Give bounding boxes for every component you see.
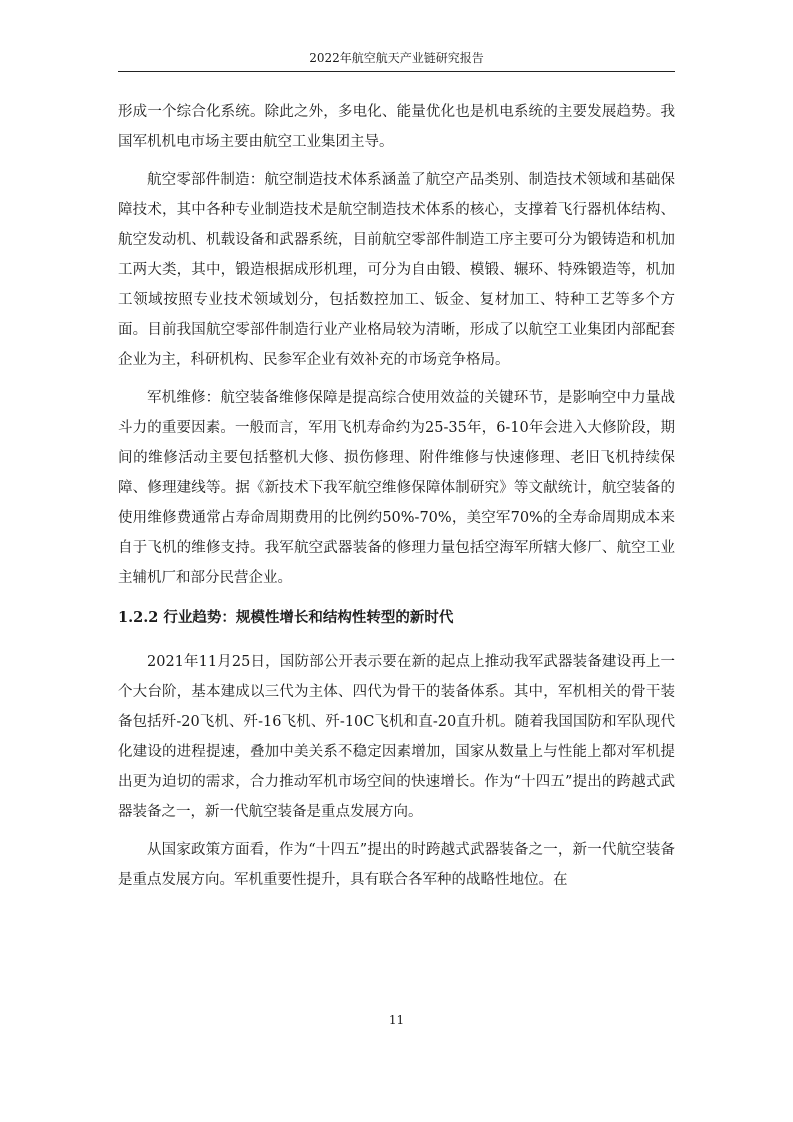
section-heading-industry-trend: 1.2.2 行业趋势：规模性增长和结构性转型的新时代 <box>118 609 454 626</box>
page-header-title: 2022年航空航天产业链研究报告 <box>309 51 484 65</box>
document-body <box>118 97 675 903</box>
paragraph-continuation: 形成一个综合化系统。除此之外，多电化、能量优化也是机电系统的主要发展趋势。我国军机机电市场主要由航空工业集团主导。 <box>118 104 675 150</box>
paragraph-defense-announcement: 2021年11月25日，国防部公开表示要在新的起点上推动我军武器装备建设再上一个大台阶，基本建成以三代为主体、四代为骨干的装备体系。其中，军机相关的骨干装备包括歼-20飞机、歼-16飞机、歼-10C飞机和直-20直升机。随着我国国防和军队现代化建设的进程提速，叠加中美关系不稳定因素增加，国家从数量上与性能上都对军机提出更为迫切的需求，合力推动军机市场空间的快速增长。作为“十四五”提出的跨越式武器装备之一，新一代航空装备是重点发展方向。 <box>118 654 675 820</box>
header-divider <box>118 71 675 72</box>
paragraph-national-policy: 从国家政策方面看，作为“十四五”提出的时跨越式武器装备之一，新一代航空装备是重点发展方向。军机重要性提升，具有联合各军种的战略性地位。在 <box>118 842 675 888</box>
paragraph-aviation-parts-manufacturing: 航空零部件制造：航空制造技术体系涵盖了航空产品类别、制造技术领域和基础保障技术，其中各种专业制造技术是航空制造技术体系的核心，支撑着飞行器机体结构、航空发动机、机载设备和武器系统，目前航空零部件制造工序主要可分为锻铸造和机加工两大类，其中，锻造根据成形机理，可分为自由锻、模锻、辗环、特殊锻造等，机加工领域按照专业技术领域划分，包括数控加工、钣金、复材加工、特种工艺等多个方面。目前我国航空零部件制造行业产业格局较为清晰，形成了以航空工业集团内部配套企业为主，科研机构、民参军企业有效补充的市场竞争格局。 <box>118 172 675 368</box>
paragraph-military-aircraft-maintenance: 军机维修：航空装备维修保障是提高综合使用效益的关键环节，是影响空中力量战斗力的重要因素。一般而言，军用飞机寿命约为25-35年，6-10年会进入大修阶段，期间的维修活动主要包括整机大修、损伤修理、附件维修与快速修理、老旧飞机持续保障、修理建线等。据《新技术下我军航空维修保障体制研究》等文献统计，航空装备的使用维修费通常占寿命周期费用的比例约50%-70%，美空军70%的全寿命周期成本来自于飞机的维修支持。我军航空武器装备的修理力量包括空海军所辖大修厂、航空工业主辅机厂和部分民营企业。 <box>118 390 675 586</box>
page-number: 11 <box>388 1013 405 1027</box>
